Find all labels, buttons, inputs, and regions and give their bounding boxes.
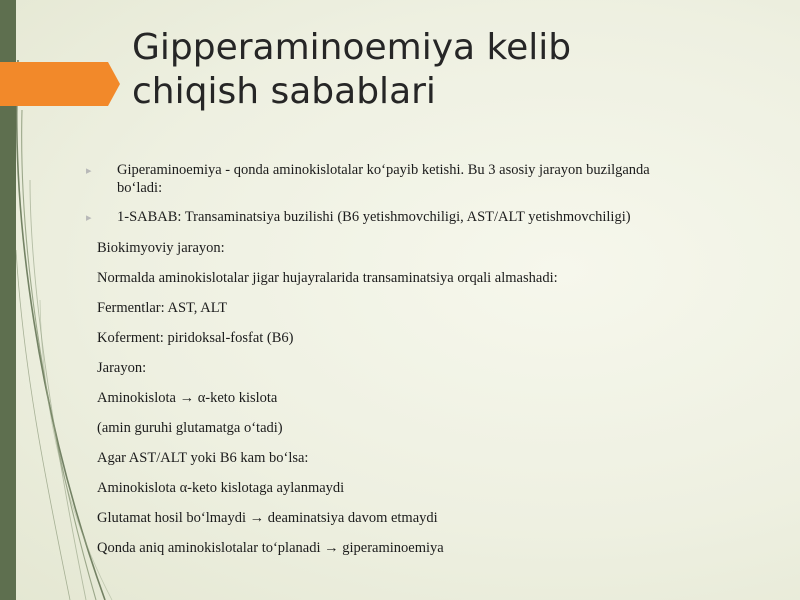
bullet-item	[86, 208, 696, 226]
body-line: Biokimyoviy jarayon:	[97, 240, 225, 256]
body-line: Agar AST/ALT yoki B6 kam bo‘lsa:	[97, 450, 309, 466]
arrow-bullet-icon: ▸	[86, 164, 92, 177]
body-line: Fermentlar: AST, ALT	[97, 300, 228, 316]
bullet-text: Giperaminoemiya - qonda aminokislotalar ko‘payib ketishi. Bu 3 asosiy jarayon buzilganda bo‘ladi:	[117, 162, 650, 196]
title-line-1: Gipperaminoemiya kelib	[132, 27, 572, 68]
body-line: Koferment: piridoksal-fosfat (B6)	[97, 330, 294, 346]
body-line: Qonda aniq aminokislotalar to‘planadi → giperaminoemiya	[97, 540, 444, 556]
body-line: Normalda aminokislotalar jigar hujayralarida transaminatsiya orqali almashadi:	[97, 270, 558, 286]
title-line-2: chiqish sabablari	[132, 71, 436, 112]
body-line: Jarayon:	[97, 360, 147, 376]
arrow-bullet-icon: ▸	[86, 211, 92, 224]
orange-accent-arrow	[0, 62, 120, 106]
body-line: (amin guruhi glutamatga o‘tadi)	[97, 420, 283, 436]
body-line: Glutamat hosil bo‘lmaydi → deaminatsiya davom etmaydi	[97, 510, 438, 526]
slide-title	[132, 26, 772, 114]
bullet-item	[86, 161, 696, 197]
bullet-text: 1-SABAB: Transaminatsiya buzilishi (B6 yetishmovchiligi, AST/ALT yetishmovchiligi)	[117, 209, 631, 225]
body-line: Aminokislota α-keto kislotaga aylanmaydi	[97, 480, 345, 496]
body-line: Aminokislota → α-keto kislota	[97, 390, 278, 406]
